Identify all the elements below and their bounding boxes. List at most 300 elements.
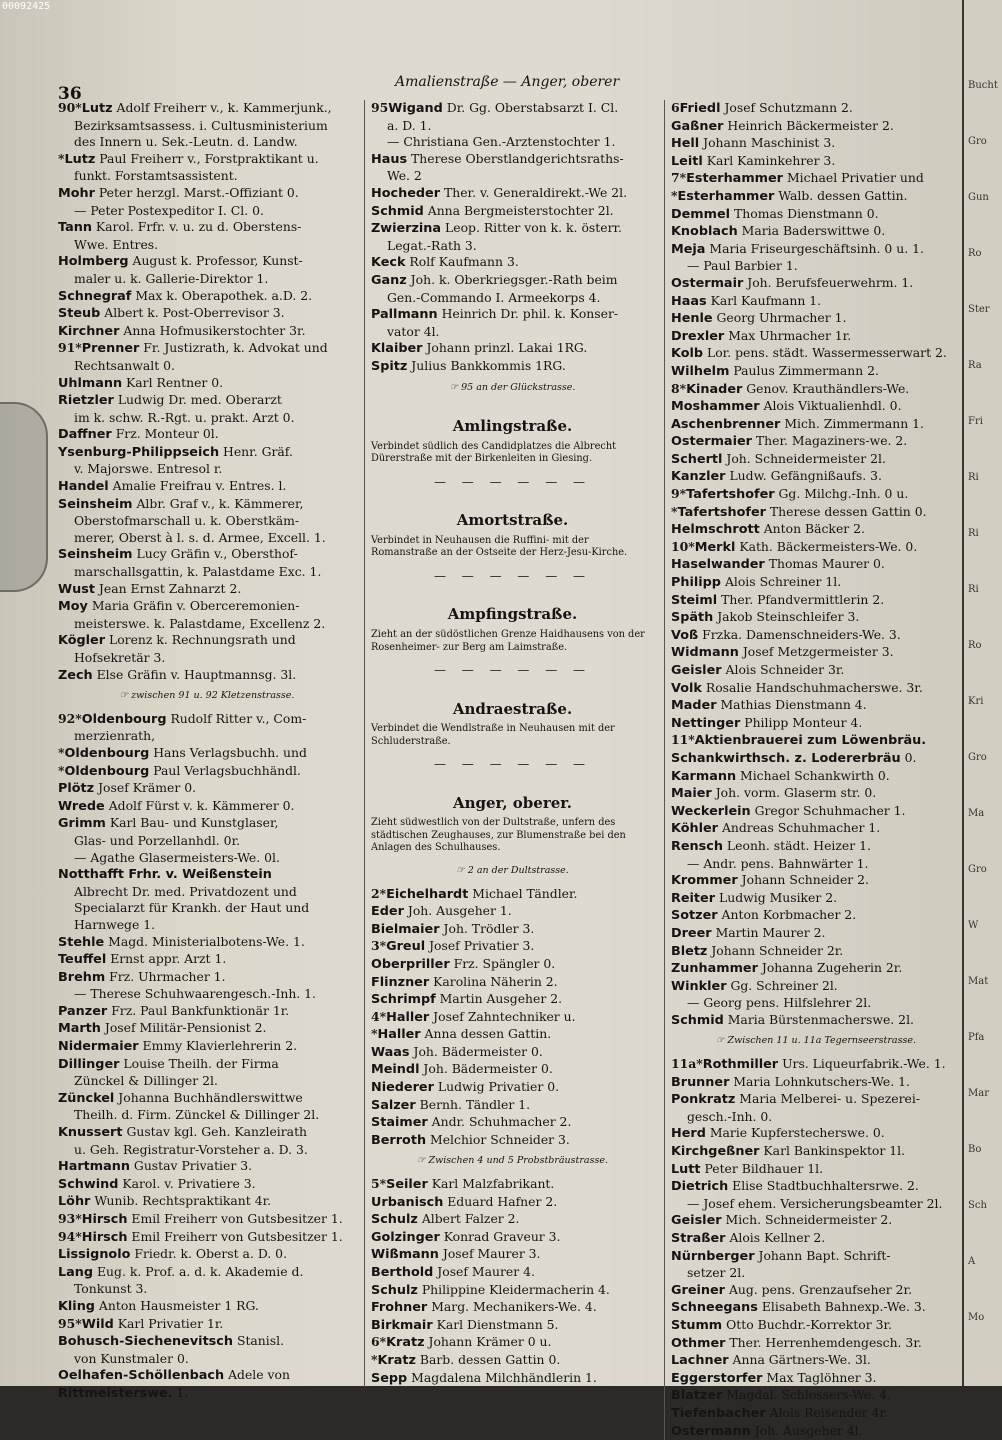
edge-text: Ra: [968, 360, 982, 371]
resident-name: Wust: [58, 581, 95, 597]
directory-entry: [671, 398, 961, 416]
entry-text: Frz. Uhrmacher 1.: [109, 968, 226, 984]
directory-entry: [671, 170, 961, 188]
house-number: 93*: [58, 1211, 82, 1226]
resident-name: Othmer: [671, 1335, 726, 1351]
directory-entry: [58, 1124, 356, 1142]
directory-entry: [371, 1026, 654, 1044]
entry-text: Hofsekretär 3.: [74, 650, 166, 665]
directory-entry: [671, 1012, 961, 1030]
entry-text: — Christiana Gen.-Arztenstochter 1.: [387, 134, 616, 150]
entry-text: Johann prinzl. Lakai 1RG.: [426, 340, 588, 356]
house-number: 94*: [58, 1228, 82, 1244]
directory-entry: [671, 1230, 961, 1248]
entry-text: Joh. Trödler 3.: [443, 920, 535, 936]
entry-text: Ludw. Gefängnißaufs. 3.: [729, 468, 882, 484]
house-number: *: [58, 762, 65, 778]
separator-dashes: — — — — — —: [433, 568, 592, 583]
entry-text: Gustav Privatier 3.: [133, 1158, 253, 1174]
entry-text: Alois Schneider 3r.: [725, 662, 845, 677]
entry-text: Else Gräfin v. Hauptmannsg. 3l.: [96, 666, 297, 682]
resident-name: Ostermann: [671, 1423, 751, 1439]
entry-text: Albert k. Post-Oberrevisor 3.: [104, 305, 285, 321]
directory-entry: [371, 1264, 654, 1282]
entry-text: merer, Oberst à l. s. d. Armee, Excell. 1.: [74, 529, 326, 545]
entry-text: Peter Bildhauer 1l.: [704, 1160, 824, 1176]
resident-name: Kinader: [686, 381, 743, 397]
entry-text: Therese Oberstlandgerichtsraths-: [411, 150, 624, 166]
entry-text: Josef Metzgermeister 3.: [742, 644, 894, 660]
entry-text: Maria Melberei- u. Spezerei-: [739, 1091, 921, 1107]
directory-entry: [671, 258, 961, 275]
resident-name: Haller: [386, 1009, 430, 1025]
entry-text: Kath. Bäckermeisters-We. 0.: [739, 538, 918, 554]
entry-text: Frz. Spängler 0.: [453, 955, 556, 971]
entry-text: u. Geh. Registratur-Vorsteher a. D. 3.: [74, 1141, 308, 1157]
entry-text: Urs. Liqueurfabrik.-We. 1.: [782, 1056, 946, 1072]
directory-entry: [58, 203, 356, 220]
directory-entry: [671, 241, 961, 259]
edge-text: A: [968, 1256, 976, 1267]
entry-text: Peter herzgl. Marst.-Offiziant 0.: [98, 184, 299, 200]
entry-text: Karl Bau- und Kunstglaser,: [109, 815, 279, 831]
resident-name: Wrede: [58, 798, 105, 814]
directory-entry: [671, 118, 961, 136]
directory-entry: [371, 220, 654, 238]
resident-name: Staimer: [371, 1115, 428, 1131]
resident-name: Lissignolo: [58, 1247, 131, 1263]
house-number: *: [58, 150, 65, 166]
entry-text: Karl Kaminkehrer 3.: [706, 152, 836, 168]
directory-entry: [58, 496, 356, 514]
directory-entry: [58, 134, 356, 151]
directory-entry: [371, 324, 654, 341]
directory-entry: [671, 521, 961, 539]
entry-text: Ther. Magaziners-we. 2.: [755, 433, 908, 449]
resident-name: Reiter: [671, 890, 716, 906]
directory-entry: [371, 886, 654, 904]
resident-name: Sepp: [371, 1370, 408, 1386]
edge-text: W: [968, 920, 979, 931]
resident-name: Schmid: [671, 1012, 724, 1028]
entry-text: Ther. Pfandvermittlerin 2.: [721, 591, 885, 607]
resident-name: Hartmann: [58, 1159, 130, 1175]
directory-entry: [58, 986, 356, 1003]
resident-name: Notthafft Frhr. v. Weißenstein: [58, 867, 272, 883]
street-description: Zieht an der südöstlichen Grenze Haidhausens von der Rosenheimer- zur Berg am Laimstraße.: [371, 629, 645, 653]
entry-text: Philippine Kleidermacherin 4.: [421, 1281, 610, 1297]
directory-entry: [671, 1282, 961, 1300]
directory-entry: [671, 574, 961, 592]
resident-name: Daffner: [58, 427, 112, 443]
separator-dashes: — — — — — —: [433, 663, 592, 678]
directory-entry: [671, 1109, 961, 1126]
directory-entry: [58, 1316, 356, 1334]
entry-text: Michael Schankwirth 0.: [740, 767, 890, 783]
entry-text: — Josef ehem. Versicherungsbeamter 2l.: [687, 1195, 943, 1211]
entry-text: — Andr. pens. Bahnwärter 1.: [687, 855, 869, 871]
entry-text: Rechtsanwalt 0.: [74, 357, 175, 373]
directory-entry: [58, 763, 356, 781]
directory-entry: [371, 118, 654, 135]
resident-name: Marth: [58, 1021, 101, 1037]
entry-text: Maria Lohnkutschers-We. 1.: [733, 1073, 910, 1089]
resident-name: Frohner: [371, 1300, 428, 1316]
directory-entry: [58, 667, 356, 685]
resident-name: Dillinger: [58, 1056, 120, 1072]
directory-entry: [58, 917, 356, 934]
resident-name: Salzer: [371, 1097, 416, 1113]
house-number: 11*: [671, 732, 695, 748]
entry-text: Johann Schneider 2.: [741, 872, 869, 888]
entry-text: Heinrich Dr. phil. k. Konser-: [441, 306, 619, 322]
entry-text: Albert Falzer 2.: [421, 1211, 520, 1227]
house-number: 95*: [58, 1315, 82, 1331]
house-number: *: [671, 503, 678, 519]
entry-text: We. 2: [387, 168, 422, 184]
edge-text: Mar: [968, 1088, 989, 1099]
house-number: 90*: [58, 100, 82, 115]
directory-entry: [58, 375, 356, 393]
entry-text: Harnwege 1.: [74, 916, 156, 932]
directory-entry: [671, 275, 961, 293]
resident-name: Flinzner: [371, 974, 430, 990]
directory-entry: [58, 934, 356, 952]
directory-entry: [371, 1211, 654, 1229]
resident-name: Oldenbourg: [64, 745, 150, 761]
binder-tab-shadow: [0, 402, 48, 592]
resident-name: Herd: [671, 1126, 706, 1142]
directory-entry: [58, 1142, 356, 1159]
directory-entry: [371, 151, 654, 169]
resident-name: Oldenbourg: [64, 763, 150, 779]
entry-text: Anna Hofmusikerstochter 3r.: [123, 322, 306, 338]
directory-entry: [58, 323, 356, 341]
directory-entry: [671, 504, 961, 522]
directory-entry: [58, 237, 356, 254]
resident-name: Schertl: [671, 451, 723, 467]
resident-name: Lutz: [64, 151, 96, 167]
directory-entry: [671, 1178, 961, 1196]
street-title: Amlingstraße.: [452, 417, 573, 436]
resident-name: Meindl: [371, 1062, 420, 1078]
resident-name: Handel: [58, 479, 109, 495]
directory-entry: [58, 305, 356, 323]
entry-text: Michael Privatier und: [786, 170, 924, 186]
directory-entry: [671, 697, 961, 715]
entry-text: Joh. Bädermeister 0.: [423, 1061, 553, 1077]
entry-text: Anton Bäcker 2.: [763, 521, 865, 537]
directory-entry: [671, 785, 961, 803]
entry-text: Joh. Schneidermeister 2l.: [726, 450, 886, 466]
directory-entry: [671, 750, 961, 768]
directory-entry: [371, 1044, 654, 1062]
edge-text: Gun: [968, 192, 989, 203]
entry-text: Maria Gräfin v. Oberceremonien-: [91, 598, 300, 614]
entry-text: Mich. Schneidermeister 2.: [725, 1212, 893, 1228]
directory-entry: [58, 461, 356, 478]
entry-text: Emmy Klavierlehrerin 2.: [142, 1038, 298, 1054]
directory-entry: [58, 1056, 356, 1074]
entry-text: Andreas Schuhmacher 1.: [721, 820, 881, 836]
directory-entry: [671, 416, 961, 434]
entry-text: Anna Gärtners-We. 3l.: [732, 1352, 871, 1368]
directory-entry: [371, 956, 654, 974]
directory-entry: [371, 938, 654, 956]
directory-entry: [371, 1370, 654, 1388]
entry-text: Max Taglöhner 3.: [766, 1369, 877, 1385]
resident-name: Nidermaier: [58, 1039, 139, 1055]
entry-text: — Therese Schuhwaarengesch.-Inh. 1.: [74, 986, 316, 1002]
entry-text: Frz. Paul Bankfunktionär 1r.: [111, 1002, 290, 1018]
entry-text: Louise Theilh. der Firma: [123, 1055, 279, 1071]
entry-text: Marg. Mechanikers-We. 4.: [431, 1299, 597, 1315]
house-number: 91*: [58, 340, 82, 356]
directory-entry: [671, 468, 961, 486]
entry-text: Josef Maurer 4.: [437, 1264, 535, 1279]
resident-name: Stehle: [58, 934, 105, 950]
edge-text: Bucht: [968, 80, 998, 91]
house-number: 92*: [58, 710, 82, 726]
directory-entry: [58, 478, 356, 496]
directory-entry: [371, 974, 654, 992]
edge-text: Fri: [968, 416, 983, 427]
entry-text: Jakob Steinschleifer 3.: [717, 609, 860, 625]
directory-entry: [371, 238, 654, 255]
entry-text: Genov. Krauthändlers-We.: [746, 380, 910, 396]
house-number: 9*: [671, 486, 687, 502]
resident-name: Schrimpf: [371, 992, 436, 1008]
entry-text: Joh. Bädermeister 0.: [413, 1043, 543, 1059]
entry-text: Therese dessen Gattin 0.: [769, 503, 927, 519]
resident-name: Kratz: [386, 1335, 425, 1351]
resident-name: Lang: [58, 1264, 94, 1280]
entry-text: Michael Tändler.: [472, 885, 578, 901]
directory-entry: [671, 768, 961, 786]
resident-name: Berroth: [371, 1132, 427, 1148]
directory-entry: [671, 328, 961, 346]
resident-name: Eder: [371, 904, 404, 920]
entry-text: Maria Bürstenmacherswe. 2l.: [727, 1011, 914, 1027]
resident-name: Hocheder: [371, 185, 441, 201]
entry-text: funkt. Forstamtsassistent.: [74, 168, 238, 184]
directory-entry: [371, 1176, 654, 1194]
resident-name: Berthold: [371, 1265, 434, 1280]
resident-name: Lutz: [81, 101, 113, 116]
resident-name: Schmid: [371, 203, 424, 219]
directory-entry: [58, 650, 356, 667]
resident-name: Dietrich: [671, 1179, 729, 1195]
directory-entry: [58, 513, 356, 530]
entry-text: Philipp Monteur 4.: [744, 714, 863, 730]
directory-entry: [58, 530, 356, 547]
entry-text: Josef Militär-Pensionist 2.: [104, 1020, 267, 1036]
directory-entry: [371, 306, 654, 324]
entry-text: Emil Freiherr von Gutsbesitzer 1.: [131, 1211, 343, 1226]
directory-entry: [58, 288, 356, 306]
pointing-hand-note: ☞ 95 an der Glückstrasse.: [449, 381, 576, 393]
resident-name: Kratz: [377, 1352, 416, 1368]
resident-name: Helmschrott: [671, 522, 760, 538]
entry-text: Alois Schreiner 1l.: [724, 574, 842, 590]
directory-entry: [671, 1352, 961, 1370]
resident-name: Niederer: [371, 1080, 434, 1096]
resident-name: Aschenbrenner: [671, 416, 781, 432]
directory-entry: [671, 627, 961, 645]
directory-entry: [58, 392, 356, 410]
entry-text: Andr. Schuhmacher 2.: [431, 1114, 572, 1130]
resident-name: Geisler: [671, 663, 722, 678]
directory-entry: [371, 1114, 654, 1132]
directory-entry: [671, 803, 961, 821]
directory-entry: [371, 921, 654, 939]
resident-name: Geisler: [671, 1213, 722, 1229]
directory-entry: [371, 1352, 654, 1370]
entry-text: 0.: [904, 749, 917, 765]
entry-text: Anton Hausmeister 1 RG.: [98, 1297, 259, 1313]
street-description: Verbindet die Wendlstraße in Neuhausen mit der Schluderstraße.: [371, 723, 615, 747]
entry-text: Lorenz k. Rechnungsrath und: [108, 632, 296, 648]
entry-text: Karl Rentner 0.: [126, 374, 224, 390]
directory-entry: [671, 556, 961, 574]
directory-entry: [58, 1385, 356, 1403]
resident-name: Kirchgeßner: [671, 1144, 760, 1160]
directory-entry: [671, 995, 961, 1012]
entry-text: Ther. Herrenhemdengesch. 3r.: [729, 1334, 922, 1350]
pointing-hand-note: ☞ Zwischen 11 u. 11a Tegernseerstrasse.: [716, 1035, 916, 1047]
pointing-hand-note: ☞ zwischen 91 u. 92 Kletzenstrasse.: [119, 690, 295, 702]
resident-name: Zünckel: [58, 1090, 115, 1106]
entry-text: Otto Buchdr.-Korrektor 3r.: [726, 1316, 892, 1332]
directory-entry: [58, 900, 356, 917]
directory-entry: [58, 1107, 356, 1124]
entry-text: Walb. dessen Gattin.: [778, 187, 908, 203]
resident-name: Kolb: [671, 346, 704, 362]
resident-name: Pallmann: [371, 307, 438, 323]
entry-text: marschallsgattin, k. Palastdame Exc. 1.: [74, 564, 322, 580]
resident-name: Späth: [671, 610, 714, 626]
entry-text: Rosalie Handschuhmacherswe. 3r.: [705, 679, 923, 695]
entry-text: Specialarzt für Krankh. der Haut und: [74, 900, 310, 916]
resident-name: Wißmann: [371, 1247, 439, 1263]
directory-entry: [671, 1161, 961, 1179]
entry-text: Joh. k. Oberkriegsger.-Rath beim: [410, 271, 618, 287]
house-number: 95: [371, 100, 389, 115]
directory-entry: [671, 486, 961, 504]
resident-name: Golzinger: [371, 1229, 440, 1245]
resident-name: Prenner: [81, 341, 140, 357]
directory-entry: [58, 1193, 356, 1211]
entry-text: Fr. Justizrath, k. Advokat und: [143, 340, 328, 356]
resident-name: Rothmiller: [702, 1057, 779, 1073]
entry-text: Eduard Hafner 2.: [447, 1193, 558, 1209]
column-right: [664, 100, 961, 1440]
entry-text: Karl Malzfabrikant.: [431, 1176, 555, 1192]
entry-text: 1.: [176, 1384, 189, 1400]
entry-text: Leonh. städt. Heizer 1.: [726, 837, 871, 853]
resident-name: Seiler: [386, 1177, 428, 1193]
resident-name: Lutt: [671, 1161, 701, 1177]
entry-text: Karl Dienstmann 5.: [436, 1316, 559, 1332]
directory-entry: [58, 1038, 356, 1056]
entry-text: Ludwig Privatier 0.: [437, 1079, 560, 1095]
directory-entry: [58, 1176, 356, 1194]
resident-name: Köhler: [671, 821, 718, 837]
entry-text: Albrecht Dr. med. Privatdozent und: [74, 883, 297, 899]
entry-text: des Innern u. Sek.-Leutn. d. Landw.: [74, 134, 298, 150]
directory-entry: [371, 100, 654, 118]
entry-text: Henr. Gräf.: [223, 443, 293, 459]
directory-entry: [58, 951, 356, 969]
scan-id-label: 00092425: [2, 1, 51, 12]
resident-name: Plötz: [58, 781, 95, 797]
house-number: 10*: [671, 538, 695, 554]
resident-name: Grimm: [58, 816, 106, 832]
resident-name: Moy: [58, 599, 88, 615]
entry-text: Martin Ausgeher 2.: [439, 991, 563, 1007]
resident-name: Hell: [671, 136, 700, 152]
entry-text: Gustav kgl. Geh. Kanzleirath: [126, 1124, 308, 1140]
directory-entry: [671, 1405, 961, 1423]
edge-text: Gro: [968, 136, 987, 147]
directory-entry: [371, 185, 654, 203]
column-middle: [364, 100, 654, 1387]
resident-name: Ysenburg-Philippseich: [58, 444, 220, 460]
entry-text: Aug. pens. Grenzaufseher 2r.: [728, 1281, 913, 1297]
directory-entry: [371, 1299, 654, 1317]
directory-entry: [58, 340, 356, 358]
directory-entry: [371, 1079, 654, 1097]
resident-name: Sotzer: [671, 908, 718, 924]
street-title: Andraestraße.: [452, 699, 573, 718]
entry-text: Stanisl.: [236, 1333, 285, 1349]
entry-text: Josef Krämer 0.: [98, 780, 197, 796]
entry-text: Alois Viktualienhdl. 0.: [763, 398, 902, 414]
resident-name: Hirsch: [81, 1212, 128, 1227]
entry-text: Rudolf Ritter v., Com-: [170, 710, 307, 726]
resident-name: Henle: [671, 311, 713, 327]
directory-entry: [371, 1334, 654, 1352]
directory-entry: [671, 345, 961, 363]
resident-name: Maier: [671, 786, 712, 802]
resident-name: Haas: [671, 293, 707, 309]
entry-text: Joh. Ausgeher 1.: [407, 903, 512, 919]
directory-entry: [58, 1211, 356, 1229]
directory-entry: [671, 715, 961, 733]
entry-text: maler u. k. Gallerie-Direktor 1.: [74, 270, 269, 286]
entry-text: Frzka. Damenschneiders-We. 3.: [702, 626, 901, 642]
directory-entry: [671, 1056, 961, 1074]
resident-name: Wilhelm: [671, 363, 730, 379]
resident-name: Holmberg: [58, 254, 129, 270]
street-title: Ampfingstraße.: [447, 605, 578, 624]
entry-text: Karl Privatier 1r.: [117, 1315, 224, 1331]
entry-text: Karl Kaufmann 1.: [710, 292, 822, 308]
edge-text: Ri: [968, 528, 979, 539]
resident-name: Nettinger: [671, 715, 741, 731]
house-number: 7*: [671, 170, 687, 186]
directory-entry: [58, 1281, 356, 1298]
house-number: 6*: [371, 1334, 387, 1350]
resident-name: Rittmeisterswe.: [58, 1385, 173, 1401]
directory-entry: [671, 1370, 961, 1388]
directory-entry: [58, 728, 356, 745]
resident-name: Haus: [371, 151, 408, 167]
resident-name: Wigand: [388, 101, 443, 116]
directory-entry: [671, 1265, 961, 1282]
directory-entry: [371, 1194, 654, 1212]
directory-entry: [58, 1246, 356, 1264]
